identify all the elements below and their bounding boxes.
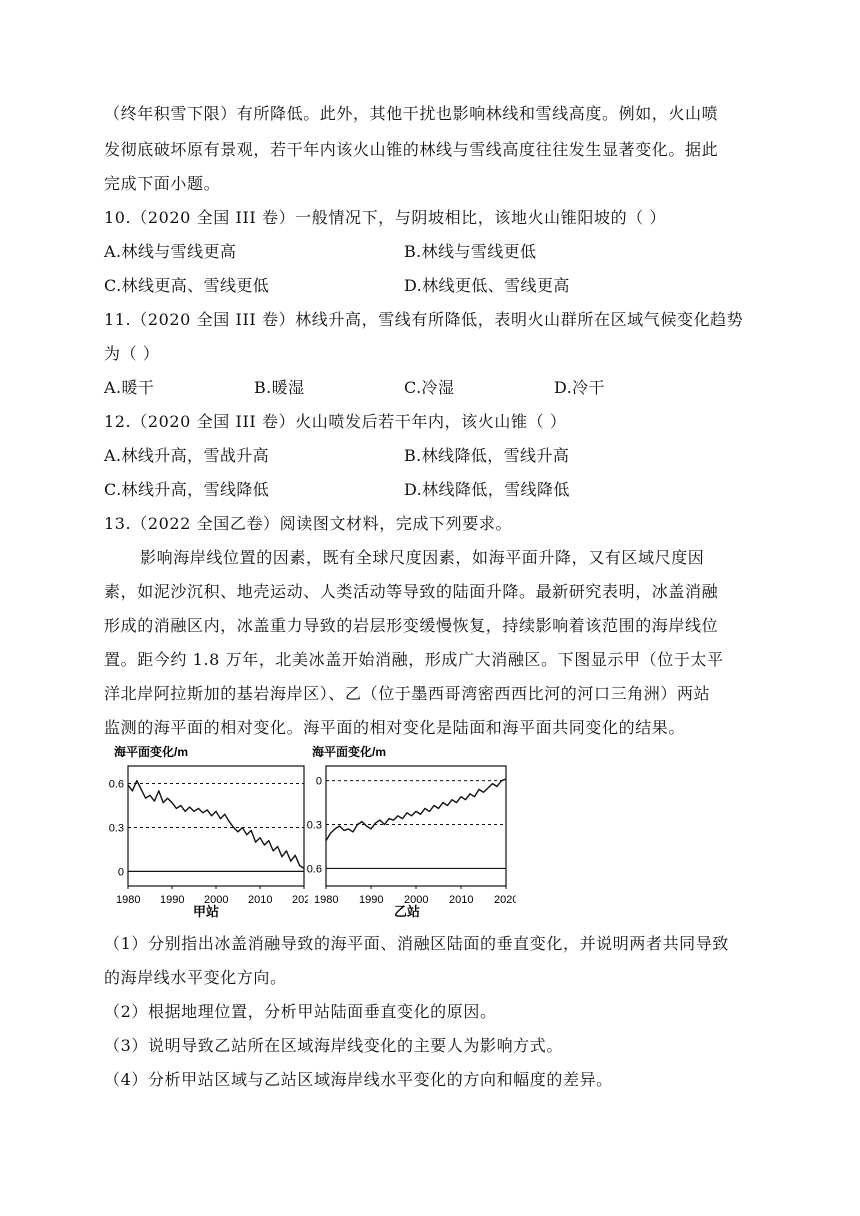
x-tick-label: 1980 [116,894,141,906]
q12-option-b: B.林线降低，雪线升高 [404,446,570,465]
q11-option-a: A.暖干 [104,378,155,397]
q11-stem-line-2: 为（ ） [104,344,160,363]
q13-passage-line-1: 影响海岸线位置的因素，既有全球尺度因素，如海平面升降，又有区域尺度因 [140,548,705,567]
q10-option-b: B.林线与雪线更低 [404,242,537,261]
q12-option-c: C.林线升高，雪线降低 [104,480,270,499]
q10-option-a: A.林线与雪线更高 [104,242,237,261]
q10-stem: 10.（2020 全国 III 卷）一般情况下，与阴坡相比，该地火山锥阳坡的（ ） [104,208,667,227]
x-tick-label: 2010 [248,894,273,906]
chart-title: 海平面变化/m [312,745,387,759]
station-label: 甲站 [193,904,220,919]
y-tick-label: 0.3 [306,819,322,832]
q12-option-a: A.林线升高，雪战升高 [104,446,270,465]
q13-passage-line-3: 形成的消融区内，冰盖重力导致的岩层形变缓慢恢复，持续影响着该范围的海岸线位 [104,616,719,635]
x-tick-label: 202 [292,894,308,906]
x-tick-label: 1990 [359,894,384,906]
x-tick-label: 2000 [204,894,229,906]
series-line [128,781,304,869]
x-tick-label: 1980 [314,894,339,906]
q12-option-d: D.林线降低，雪线降低 [404,480,570,499]
y-tick-label: 0.6 [108,778,124,791]
q13-subquestion-3: （3）说明导致乙站所在区域海岸线变化的主要人为影响方式。 [104,1036,563,1055]
chart-station-jia-svg [108,742,308,922]
q13-subquestion-1-line-2: 的海岸线水平变化方向。 [104,968,287,987]
x-tick-label: 2020 [494,894,516,906]
q10-option-d: D.林线更低、雪线更高 [404,276,570,295]
station-label: 乙站 [394,904,421,919]
x-tick-label: 2000 [404,894,429,906]
y-tick-label: 0 [315,775,322,788]
y-tick-label: 0.3 [108,822,124,835]
q13-stem: 13.（2022 全国乙卷）阅读图文材料，完成下列要求。 [104,514,513,533]
q11-stem-line-1: 11.（2020 全国 III 卷）林线升高，雪线有所降低，表明火山群所在区域气候变化趋势 [104,310,744,329]
series-line [326,779,506,840]
q13-subquestion-2: （2）根据地理位置，分析甲站陆面垂直变化的原因。 [104,1002,497,1021]
chart-station-yi [306,742,516,922]
y-tick-label: 0.6 [306,863,322,876]
q12-stem: 12.（2020 全国 III 卷）火山喷发后若干年内，该火山锥（ ） [104,412,567,431]
q11-option-b: B.暖湿 [254,378,305,397]
intro-line-2: 发彻底破坏原有景观，若干年内该火山锥的林线与雪线高度往往发生显著变化。据此 [104,140,719,159]
q13-subquestion-4: （4）分析甲站区域与乙站区域海岸线水平变化的方向和幅度的差异。 [104,1070,613,1089]
chart-station-jia [108,742,308,922]
q13-passage-line-2: 素，如泥沙沉积、地壳运动、人类活动等导致的陆面升降。最新研究表明，冰盖消融 [104,582,719,601]
intro-line-3: 完成下面小题。 [104,174,221,193]
q11-option-c: C.冷湿 [404,378,455,397]
q13-passage-line-6: 监测的海平面的相对变化。海平面的相对变化是陆面和海平面共同变化的结果。 [104,718,686,737]
q11-option-d: D.冷干 [554,378,605,397]
q10-option-c: C.林线更高、雪线更低 [104,276,270,295]
chart-title: 海平面变化/m [114,745,189,759]
x-tick-label: 2010 [449,894,474,906]
y-tick-label: 0 [117,866,124,879]
q13-passage-line-4: 置。距今约 1.8 万年，北美冰盖开始消融，形成广大消融区。下图显示甲（位于太平 [104,650,724,669]
q13-subquestion-1-line-1: （1）分别指出冰盖消融导致的海平面、消融区陆面的垂直变化，并说明两者共同导致 [104,934,729,953]
x-tick-label: 1990 [160,894,185,906]
intro-line-1: （终年积雪下限）有所降低。此外，其他干扰也影响林线和雪线高度。例如，火山喷 [104,104,719,123]
chart-station-yi-svg [306,742,516,922]
q13-passage-line-5: 洋北岸阿拉斯加的基岩海岸区）、乙（位于墨西哥湾密西西比河的河口三角洲）两站 [104,684,711,703]
